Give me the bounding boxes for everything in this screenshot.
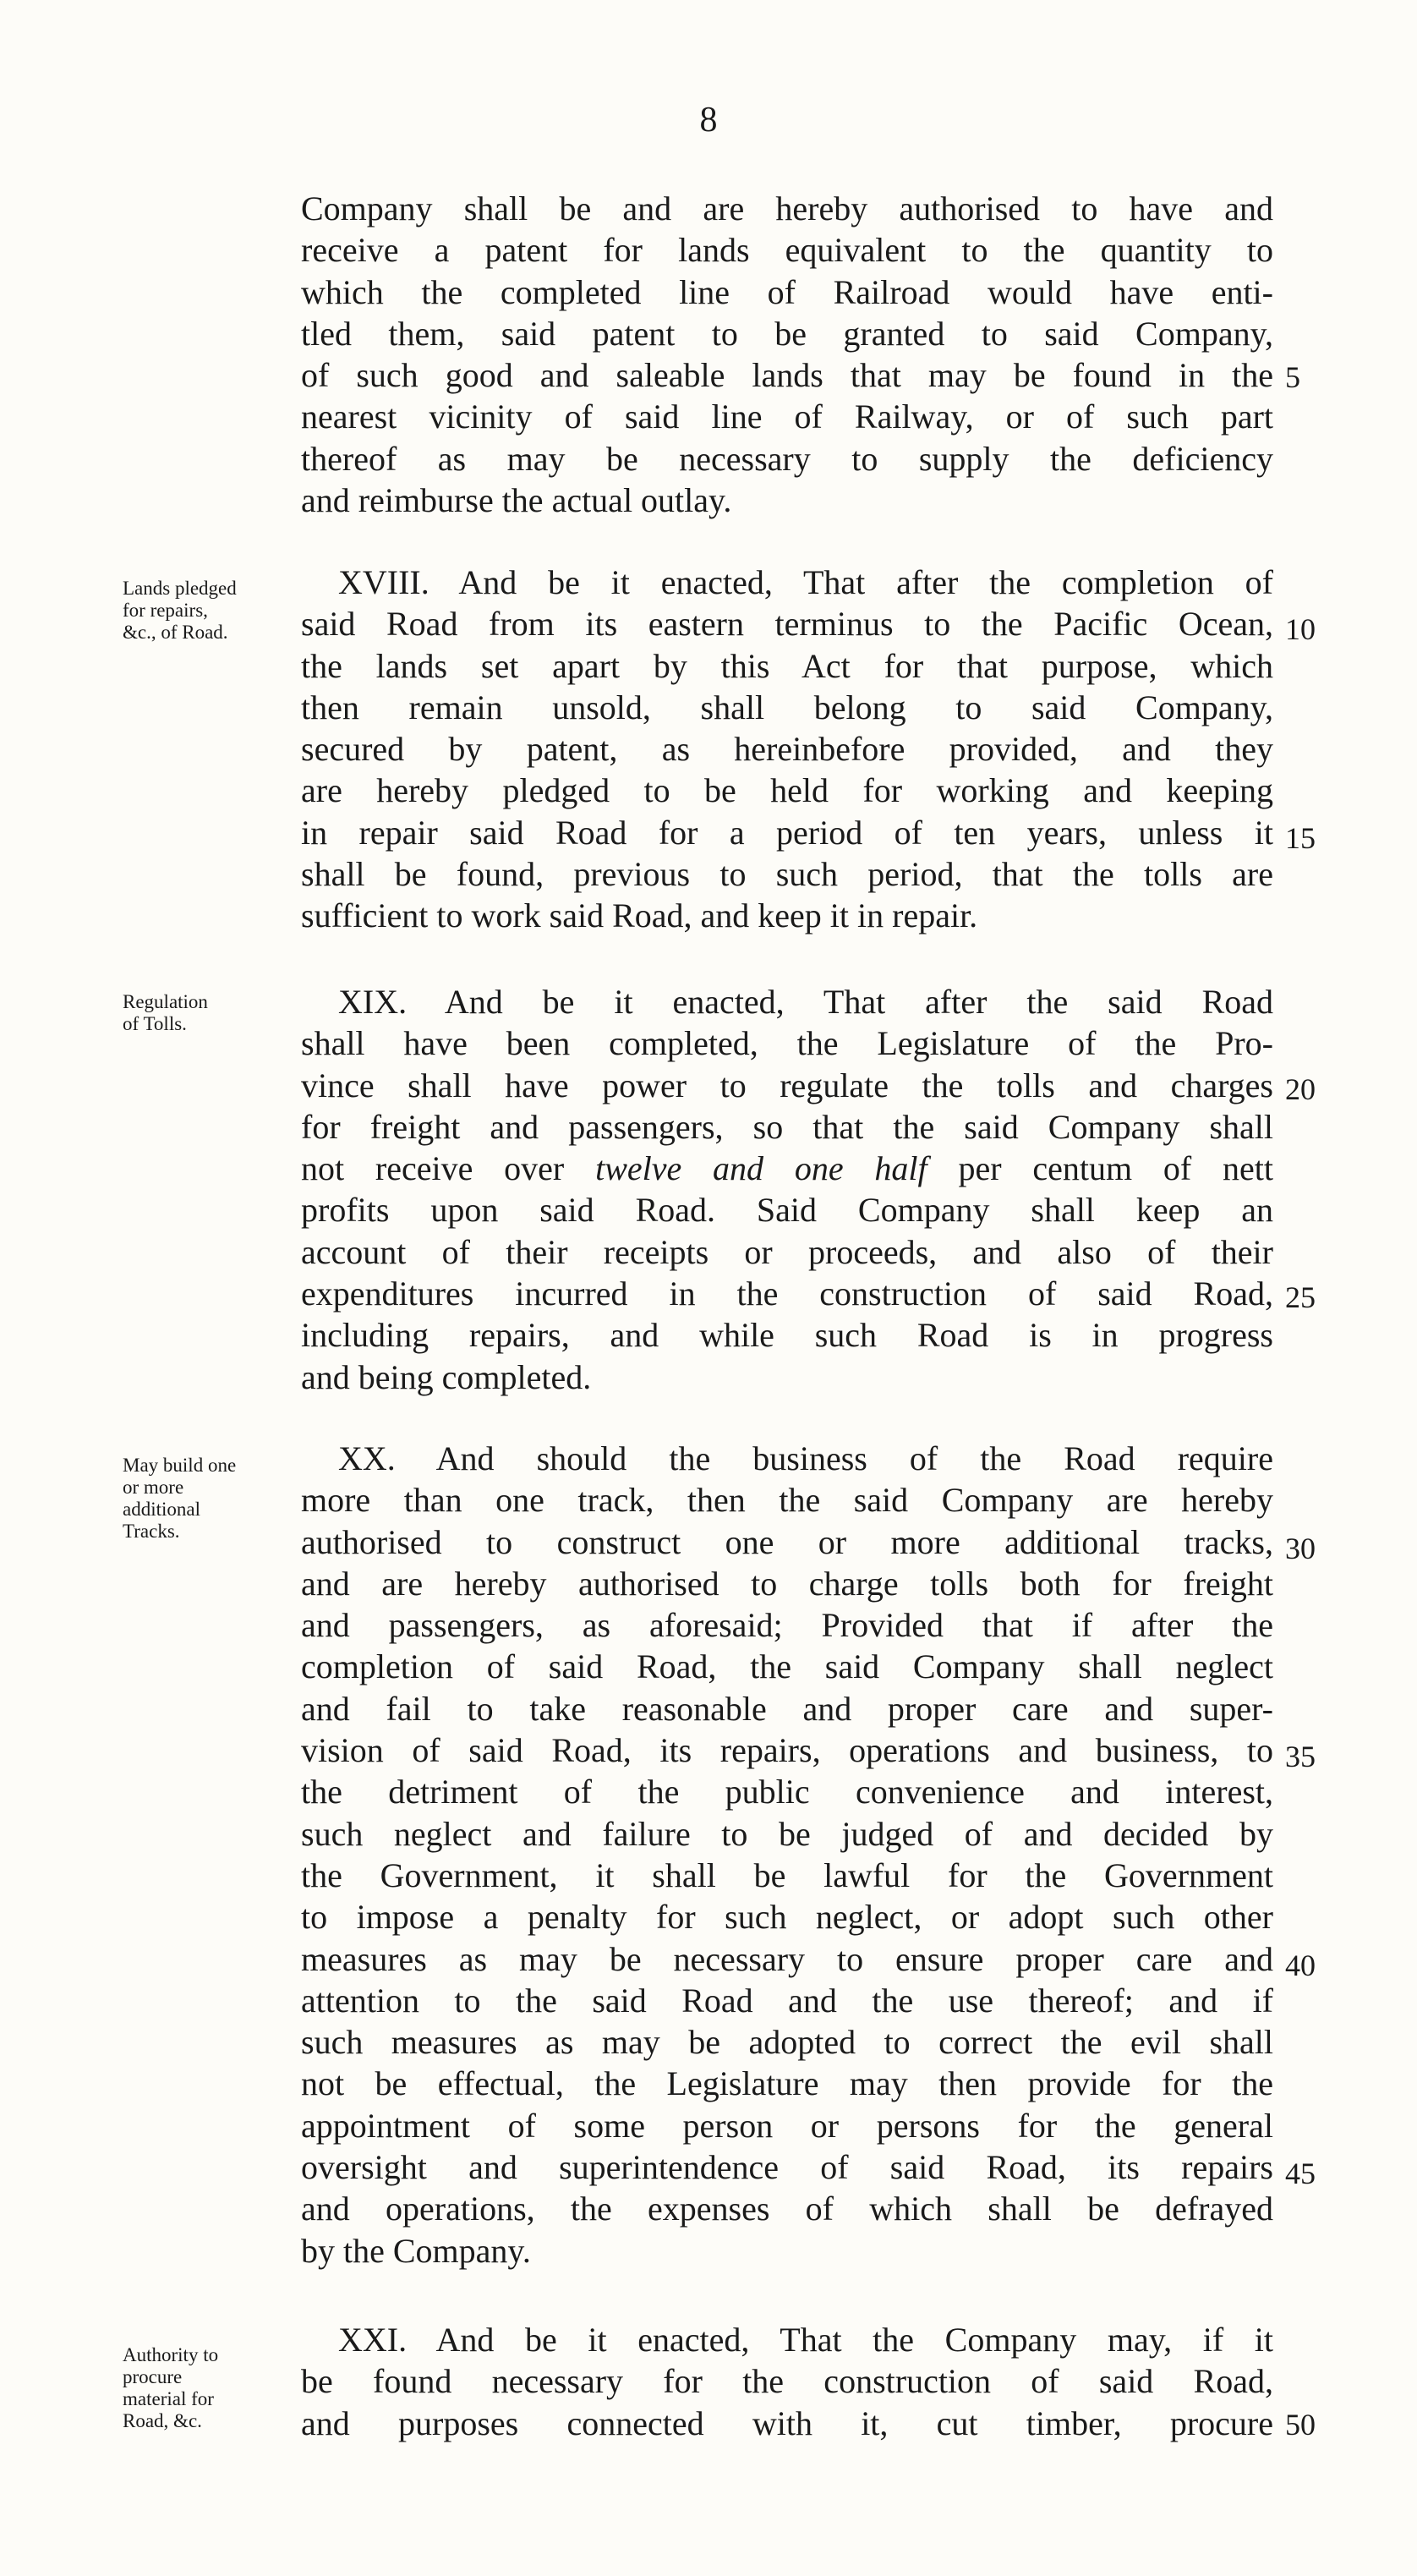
text-line: secured by patent, as hereinbefore provided, and they (301, 730, 1273, 769)
text-line: which the completed line of Railroad would have enti- (301, 272, 1273, 311)
text-line: thereof as may be necessary to supply the deficiency (301, 439, 1273, 478)
section-xix (301, 981, 1273, 1398)
text-line: and being completed. (301, 1357, 592, 1396)
text-line: vision of said Road, its repairs, operations and business, to (301, 1731, 1273, 1770)
text-line: sufficient to work said Road, and keep it in repair. (301, 896, 978, 935)
text-line: XX. And should the business of the Road require (338, 1439, 1273, 1477)
text-line: and purposes connected with it, cut timber, procure (301, 2403, 1273, 2442)
text-line: then remain unsold, shall belong to said Company, (301, 688, 1273, 726)
marginal-note-line: additional (123, 1499, 200, 1520)
text-line: completion of said Road, the said Company shall neglect (301, 1647, 1273, 1686)
marginal-note-line: material for (123, 2388, 214, 2409)
marginal-note-additional-tracks (123, 1455, 300, 1543)
text-line: be found necessary for the construction of said Road, (301, 2362, 1273, 2401)
text-line: and fail to take reasonable and proper care and super- (301, 1689, 1273, 1728)
line-number: 25 (1285, 1280, 1316, 1314)
section-xxi (301, 2319, 1273, 2444)
text-line: nearest vicinity of said line of Railway, or of such part (301, 397, 1273, 436)
line-number: 20 (1285, 1072, 1316, 1106)
text-line: shall be found, previous to such period, that the tolls are (301, 855, 1273, 894)
paragraph-continuation (301, 188, 1273, 521)
line-number: 5 (1285, 360, 1300, 394)
text-line: not receive over twelve and one half per centum of nett (301, 1149, 1274, 1188)
marginal-note-line: Regulation (123, 991, 208, 1012)
text-line: and operations, the expenses of which shall be defrayed (301, 2190, 1273, 2228)
marginal-note-line: May build one (123, 1455, 237, 1476)
line-number: 35 (1285, 1740, 1316, 1773)
line-number: 45 (1285, 2157, 1316, 2190)
line-number: 50 (1285, 2408, 1316, 2442)
text-line: XXI. And be it enacted, That the Company may, if it (338, 2321, 1274, 2359)
italic-phrase: twelve and one half (595, 1149, 927, 1188)
text-line: account of their receipts or proceeds, and also of their (301, 1232, 1273, 1271)
text-line: such neglect and failure to be judged of and decided by (301, 1814, 1273, 1853)
marginal-note-authority-to-procure (123, 2344, 300, 2432)
marginal-note-line: or more (123, 1477, 184, 1498)
text-line: XIX. And be it enacted, That after the said Road (338, 983, 1273, 1021)
text-line: the lands set apart by this Act for that purpose, which (301, 646, 1273, 685)
marginal-note-line: Tracks. (123, 1521, 180, 1542)
text-line: attention to the said Road and the use thereof; and if (301, 1981, 1273, 2020)
text-line: of such good and saleable lands that may be found in the (301, 356, 1273, 395)
text-line: said Road from its eastern terminus to the Pacific Ocean, (301, 605, 1273, 644)
section-xviii (301, 562, 1273, 937)
text-line: more than one track, then the said Company are hereby (301, 1481, 1273, 1520)
text-line: the Government, it shall be lawful for the Government (301, 1855, 1273, 1894)
section-number: XX. (338, 1439, 396, 1477)
marginal-note-line: Authority to (123, 2344, 219, 2365)
line-number: 10 (1285, 612, 1316, 646)
section-number: XXI. (338, 2321, 408, 2359)
text-line: by the Company. (301, 2231, 531, 2270)
text-line: for freight and passengers, so that the said Company shall (301, 1107, 1273, 1146)
text-line: to impose a penalty for such neglect, or adopt such other (301, 1898, 1273, 1937)
text-line: in repair said Road for a period of ten years, unless it (301, 813, 1273, 852)
text-line: Company shall be and are hereby authorised to have and (301, 189, 1273, 227)
marginal-note-line: Road, &c. (123, 2410, 202, 2431)
marginal-note-line: Lands pledged (123, 578, 237, 599)
text-line: authorised to construct one or more additional tracks, (301, 1522, 1273, 1561)
text-line: vince shall have power to regulate the tolls and charges (301, 1066, 1273, 1104)
text-line: and reimburse the actual outlay. (301, 481, 732, 520)
section-number: XVIII. (338, 563, 429, 601)
text-line: such measures as may be adopted to correct the evil shall (301, 2023, 1273, 2062)
text-line: and passengers, as aforesaid; Provided that if after the (301, 1606, 1273, 1645)
section-number: XIX. (338, 983, 408, 1021)
line-number: 15 (1285, 821, 1316, 855)
text-line: and are hereby authorised to charge tolls both for freight (301, 1564, 1273, 1603)
text-line: expenditures incurred in the construction of said Road, (301, 1274, 1273, 1313)
text-line: appointment of some person or persons for the general (301, 2106, 1273, 2145)
line-number: 40 (1285, 1948, 1316, 1982)
page-number: 8 (699, 101, 718, 140)
text-line: are hereby pledged to be held for working and keeping (301, 771, 1273, 810)
line-number: 30 (1285, 1532, 1316, 1565)
marginal-note-lands-pledged (123, 578, 300, 644)
text-line: measures as may be necessary to ensure proper care and (301, 1939, 1273, 1978)
text-line: oversight and superintendence of said Road, its repairs (301, 2148, 1273, 2187)
text-line: XVIII. And be it enacted, That after the completion of (338, 563, 1273, 601)
text-line: profits upon said Road. Said Company shall keep an (301, 1191, 1273, 1230)
text-line: shall have been completed, the Legislature of the Pro- (301, 1024, 1273, 1063)
text-line: the detriment of the public convenience and interest, (301, 1773, 1273, 1811)
marginal-note-line: of Tolls. (123, 1013, 187, 1034)
text-line: tled them, said patent to be granted to said Company, (301, 314, 1273, 353)
marginal-note-line: for repairs, (123, 600, 208, 621)
marginal-note-line: procure (123, 2366, 183, 2387)
marginal-note-regulation-of-tolls (123, 991, 300, 1035)
marginal-note-line: &c., of Road. (123, 622, 228, 643)
text-line: not be effectual, the Legislature may then provide for the (301, 2064, 1273, 2103)
text-line: receive a patent for lands equivalent to the quantity to (301, 231, 1273, 270)
text-line: including repairs, and while such Road is in progress (301, 1316, 1273, 1355)
section-xx (301, 1438, 1273, 2272)
